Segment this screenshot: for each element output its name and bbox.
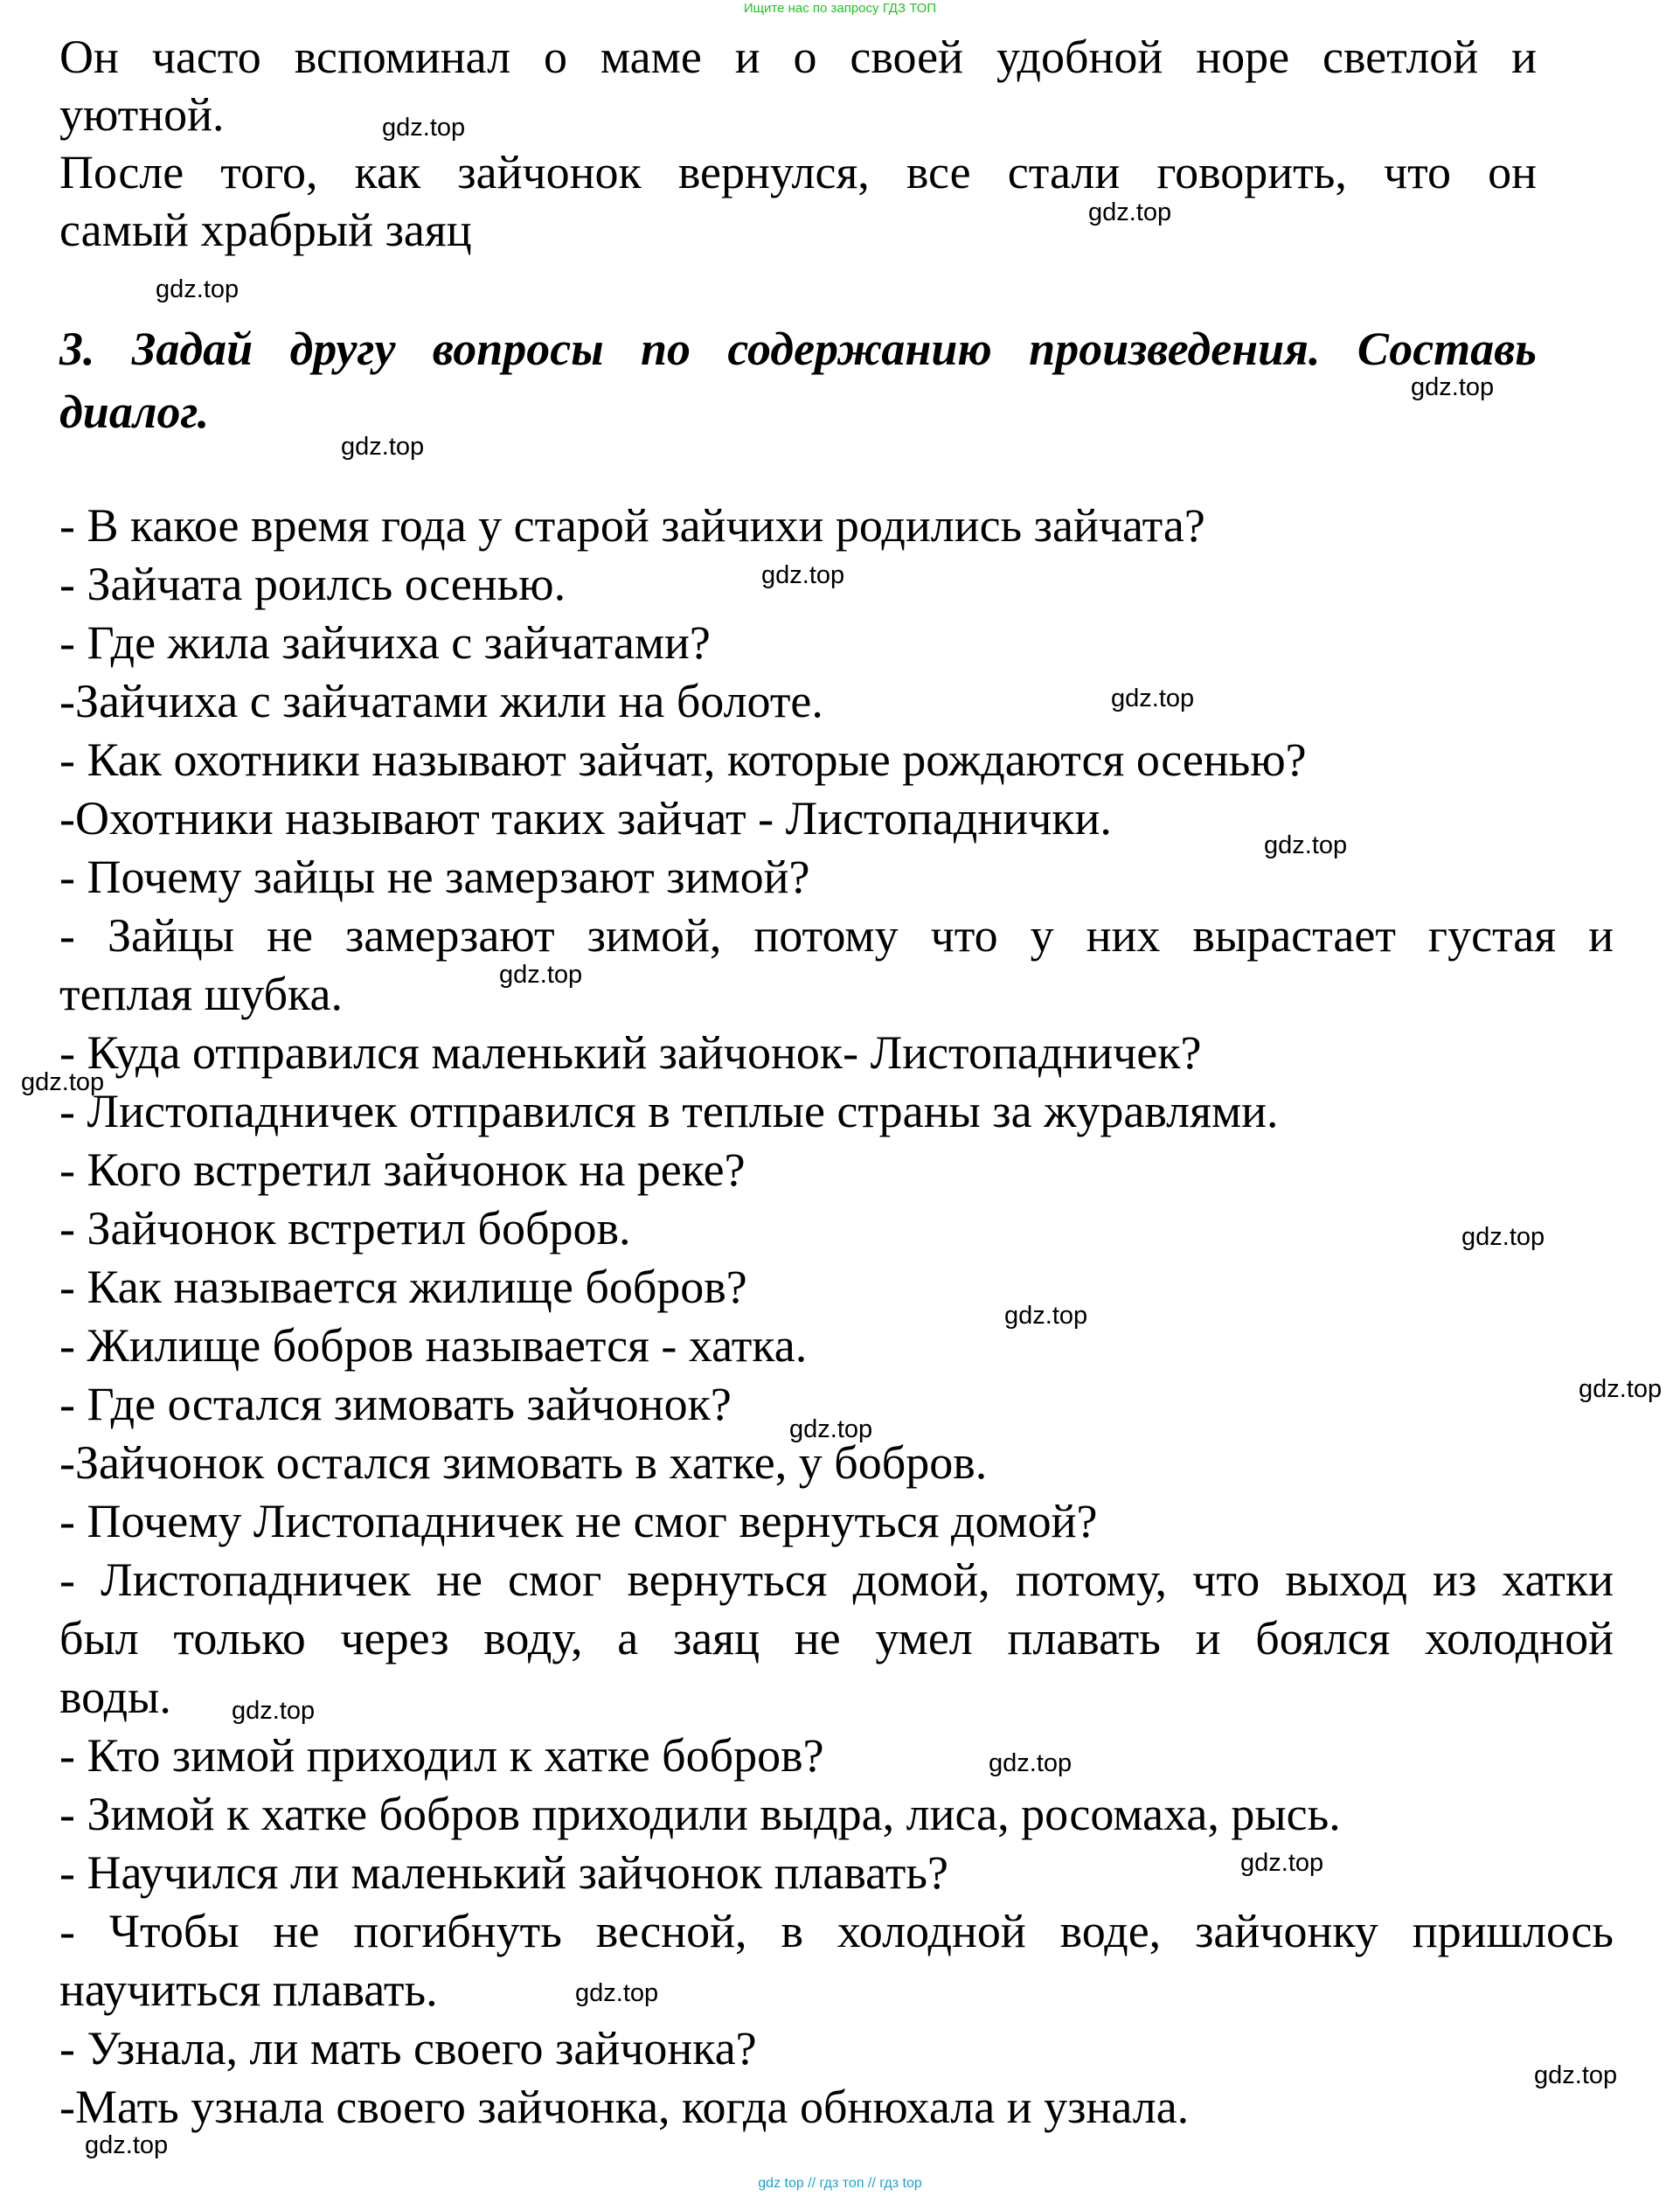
watermark: gdz.top xyxy=(232,1697,316,1725)
dialog-line: - Как охотники называют зайчат, которые рождаются осенью? xyxy=(59,733,1307,786)
watermark: gdz.top xyxy=(1579,1375,1663,1403)
dialog-line: - Зайчонок встретил бобров. xyxy=(59,1202,631,1254)
dialog-line: - Кого встретил зайчонок на реке? xyxy=(59,1143,746,1196)
watermark: gdz.top xyxy=(761,561,845,589)
watermark: gdz.top xyxy=(789,1415,873,1443)
dialog-line: -Охотники называют таких зайчат - Листопаднички. xyxy=(59,792,1112,844)
watermark: gdz.top xyxy=(1088,198,1172,226)
dialog-line: научиться плавать. xyxy=(59,1963,438,2016)
search-hint-banner[interactable]: Ищите нас по запросу ГДЗ ТОП xyxy=(743,1,937,16)
dialog-line: - Научился ли маленький зайчонок плавать? xyxy=(59,1846,948,1899)
watermark: gdz.top xyxy=(575,1979,659,2007)
intro-line: После того, как зайчонок вернулся, все стали говорить, что он xyxy=(59,146,1537,198)
watermark: gdz.top xyxy=(1004,1302,1088,1330)
dialog-line: - Почему Листопадничек не смог вернуться домой? xyxy=(59,1495,1098,1547)
watermark: gdz.top xyxy=(382,114,466,142)
intro-line: самый храбрый заяц xyxy=(59,204,472,256)
watermark: gdz.top xyxy=(1264,831,1348,859)
intro-line: Он часто вспоминал о маме и о своей удобной норе светлой и xyxy=(59,31,1537,83)
dialog-line: - Почему зайцы не замерзают зимой? xyxy=(59,851,810,903)
dialog-line: - Зимой к хатке бобров приходили выдра, лиса, росомаха, рысь. xyxy=(59,1788,1341,1840)
dialog-line: - Куда отправился маленький зайчонок- Листопадничек? xyxy=(59,1026,1202,1079)
watermark: gdz.top xyxy=(1240,1849,1324,1877)
watermark: gdz.top xyxy=(85,2131,169,2159)
dialog-line: - Листопадничек не смог вернуться домой, потому, что выход из хатки xyxy=(59,1553,1614,1606)
dialog-line: - Жилище бобров называется - хатка. xyxy=(59,1319,808,1372)
intro-line: уютной. xyxy=(59,88,225,141)
watermark: gdz.top xyxy=(341,433,425,461)
dialog-line: - Где остался зимовать зайчонок? xyxy=(59,1378,732,1430)
dialog-line: -Зайчонок остался зимовать в хатке, у бобров. xyxy=(59,1436,988,1489)
dialog-line: - Зайчата роилсь осенью. xyxy=(59,558,566,610)
dialog-line: -Зайчиха с зайчатами жили на болоте. xyxy=(59,675,823,727)
dialog-line: - В какое время года у старой зайчихи родились зайчата? xyxy=(59,499,1205,552)
watermark: gdz.top xyxy=(156,275,240,303)
watermark: gdz.top xyxy=(1411,373,1495,401)
watermark: gdz.top xyxy=(1461,1223,1545,1251)
dialog-line: - Кто зимой приходил к хатке бобров? xyxy=(59,1729,824,1782)
watermark: gdz.top xyxy=(499,961,583,989)
watermark: gdz.top xyxy=(1111,685,1195,712)
dialog-line: - Листопадничек отправился в теплые страны за журавлями. xyxy=(59,1085,1279,1137)
dialog-line: - Где жила зайчиха с зайчатами? xyxy=(59,616,711,669)
dialog-line: - Как называется жилище бобров? xyxy=(59,1261,747,1313)
watermark: gdz.top xyxy=(1534,2061,1618,2089)
dialog-line: теплая шубка. xyxy=(59,968,343,1020)
dialog-line: - Зайцы не замерзают зимой, потому что у них вырастает густая и xyxy=(59,909,1614,962)
dialog-line: был только через воду, а заяц не умел плавать и боялся холодной xyxy=(59,1612,1614,1664)
dialog-line: воды. xyxy=(59,1671,171,1723)
task-heading: 3. Задай другу вопросы по содержанию произведения. Составь xyxy=(59,323,1537,375)
dialog-line: - Чтобы не погибнуть весной, в холодной воде, зайчонку пришлось xyxy=(59,1905,1614,1957)
watermark: gdz.top xyxy=(989,1749,1073,1777)
task-heading: диалог. xyxy=(59,386,210,438)
dialog-line: -Мать узнала своего зайчонка, когда обнюхала и узнала. xyxy=(59,2081,1190,2133)
watermark: gdz.top xyxy=(21,1068,105,1096)
dialog-line: - Узнала, ли мать своего зайчонка? xyxy=(59,2022,757,2074)
footer-links[interactable]: gdz top // гдз топ // гдз top xyxy=(758,2176,922,2191)
